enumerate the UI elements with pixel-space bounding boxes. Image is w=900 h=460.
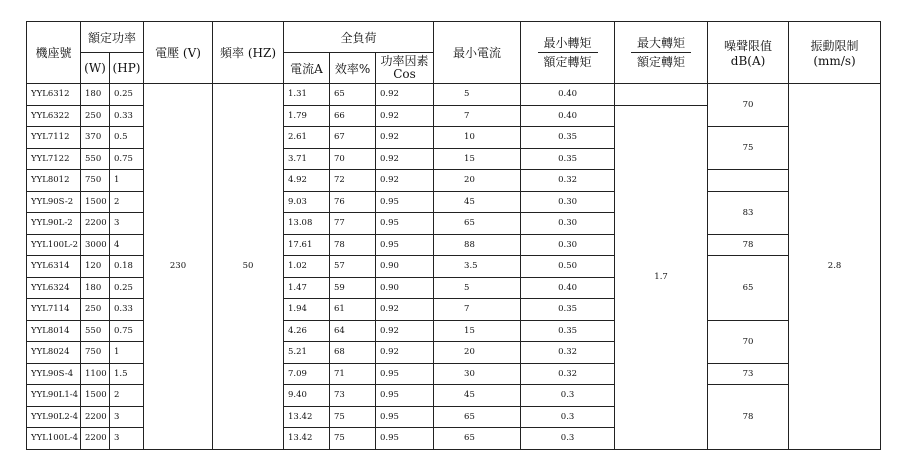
cell-min-current: 5 (434, 277, 521, 299)
cell-max-torque-merged: 1.7 (615, 105, 708, 449)
header-min-torque-bottom: 額定轉矩 (543, 54, 592, 69)
motor-spec-table (26, 21, 881, 450)
cell-power-hp: 1.5 (110, 363, 144, 385)
cell-power-w: 2200 (81, 406, 110, 428)
cell-power-hp: 2 (110, 191, 144, 213)
cell-efficiency: 64 (330, 320, 376, 342)
cell-power-w: 550 (81, 148, 110, 170)
cell-power-w: 750 (81, 170, 110, 192)
cell-power-w: 3000 (81, 234, 110, 256)
cell-min-current: 65 (434, 213, 521, 235)
cell-min-torque: 0.30 (521, 234, 615, 256)
cell-power-factor: 0.95 (376, 363, 434, 385)
cell-efficiency: 67 (330, 127, 376, 149)
cell-power-hp: 0.25 (110, 277, 144, 299)
cell-noise-merged: 78 (708, 234, 789, 256)
cell-current: 1.79 (284, 105, 330, 127)
cell-power-factor: 0.92 (376, 127, 434, 149)
header-noise-label: 噪聲限值 (724, 39, 773, 53)
cell-power-w: 370 (81, 127, 110, 149)
cell-model: YYL100L-2 (27, 234, 81, 256)
cell-min-torque: 0.3 (521, 385, 615, 407)
cell-min-torque: 0.40 (521, 84, 615, 106)
cell-current: 9.03 (284, 191, 330, 213)
header-max-torque-bottom: 額定轉矩 (637, 54, 686, 69)
header-min-torque-top: 最小轉矩 (538, 36, 598, 53)
cell-model: YYL90L-2 (27, 213, 81, 235)
cell-power-hp: 3 (110, 406, 144, 428)
cell-model: YYL6322 (27, 105, 81, 127)
header-vibration-label: 振動限制 (810, 39, 859, 53)
cell-power-hp: 0.75 (110, 320, 144, 342)
cell-current: 5.21 (284, 342, 330, 364)
cell-efficiency: 72 (330, 170, 376, 192)
cell-min-torque: 0.30 (521, 191, 615, 213)
cell-min-current: 88 (434, 234, 521, 256)
cell-min-current: 65 (434, 428, 521, 450)
header-efficiency: 效率% (330, 53, 376, 84)
cell-vibration-merged: 2.8 (789, 84, 881, 450)
header-full-load: 全負荷 (284, 22, 434, 53)
cell-model: YYL7114 (27, 299, 81, 321)
cell-power-factor: 0.92 (376, 170, 434, 192)
cell-current: 1.31 (284, 84, 330, 106)
cell-efficiency: 57 (330, 256, 376, 278)
cell-noise-merged: 70 (708, 320, 789, 363)
header-max-torque (615, 22, 708, 84)
cell-power-w: 180 (81, 84, 110, 106)
header-noise-unit: dB(A) (730, 54, 766, 68)
cell-current: 1.47 (284, 277, 330, 299)
cell-noise-merged: 83 (708, 191, 789, 234)
cell-power-factor: 0.90 (376, 277, 434, 299)
cell-efficiency: 75 (330, 428, 376, 450)
header-power-hp: (HP) (110, 53, 144, 84)
cell-model: YYL90S-4 (27, 363, 81, 385)
cell-min-torque: 0.32 (521, 342, 615, 364)
cell-efficiency: 76 (330, 191, 376, 213)
cell-power-factor: 0.95 (376, 213, 434, 235)
cell-min-torque: 0.35 (521, 320, 615, 342)
header-rated-power: 額定功率 (81, 22, 144, 53)
cell-min-torque: 0.35 (521, 148, 615, 170)
cell-power-hp: 0.33 (110, 105, 144, 127)
cell-efficiency: 75 (330, 406, 376, 428)
cell-efficiency: 68 (330, 342, 376, 364)
header-max-torque-top: 最大轉矩 (631, 36, 691, 53)
cell-model: YYL100L-4 (27, 428, 81, 450)
cell-power-factor: 0.92 (376, 320, 434, 342)
cell-model: YYL8014 (27, 320, 81, 342)
cell-power-factor: 0.92 (376, 84, 434, 106)
cell-efficiency: 65 (330, 84, 376, 106)
cell-model: YYL8024 (27, 342, 81, 364)
cell-power-hp: 3 (110, 428, 144, 450)
header-power-factor-cos: Cos (393, 67, 416, 81)
cell-min-current: 45 (434, 385, 521, 407)
cell-power-w: 2200 (81, 213, 110, 235)
cell-model: YYL90L2-4 (27, 406, 81, 428)
cell-min-current: 7 (434, 105, 521, 127)
cell-min-torque: 0.40 (521, 277, 615, 299)
cell-min-current: 5 (434, 84, 521, 106)
cell-current: 3.71 (284, 148, 330, 170)
cell-power-w: 1100 (81, 363, 110, 385)
cell-efficiency: 71 (330, 363, 376, 385)
cell-power-w: 120 (81, 256, 110, 278)
cell-model: YYL8012 (27, 170, 81, 192)
cell-min-torque: 0.32 (521, 363, 615, 385)
header-min-current: 最小電流 (434, 22, 521, 84)
cell-power-factor: 0.92 (376, 299, 434, 321)
cell-power-hp: 0.25 (110, 84, 144, 106)
cell-min-current: 20 (434, 342, 521, 364)
cell-min-current: 20 (434, 170, 521, 192)
header-power-factor (376, 53, 434, 84)
cell-current: 13.08 (284, 213, 330, 235)
cell-power-hp: 0.33 (110, 299, 144, 321)
cell-power-w: 750 (81, 342, 110, 364)
cell-current: 4.92 (284, 170, 330, 192)
cell-model: YYL6312 (27, 84, 81, 106)
cell-model: YYL6324 (27, 277, 81, 299)
cell-power-factor: 0.95 (376, 406, 434, 428)
cell-min-torque: 0.35 (521, 127, 615, 149)
header-voltage: 電壓 (V) (144, 22, 213, 84)
table-row (27, 84, 881, 106)
cell-min-torque: 0.40 (521, 105, 615, 127)
cell-power-hp: 4 (110, 234, 144, 256)
cell-power-w: 1500 (81, 385, 110, 407)
cell-min-torque: 0.32 (521, 170, 615, 192)
header-vibration-unit: (mm/s) (813, 54, 856, 68)
cell-power-factor: 0.95 (376, 191, 434, 213)
cell-efficiency: 77 (330, 213, 376, 235)
cell-current: 2.61 (284, 127, 330, 149)
header-current-a: 電流A (284, 53, 330, 84)
cell-max-torque-blank (615, 84, 708, 106)
cell-power-hp: 0.5 (110, 127, 144, 149)
cell-power-hp: 2 (110, 385, 144, 407)
cell-min-torque: 0.3 (521, 406, 615, 428)
cell-power-hp: 0.75 (110, 148, 144, 170)
cell-power-factor: 0.95 (376, 428, 434, 450)
cell-power-hp: 3 (110, 213, 144, 235)
cell-power-w: 1500 (81, 191, 110, 213)
cell-current: 13.42 (284, 406, 330, 428)
cell-efficiency: 66 (330, 105, 376, 127)
cell-current: 7.09 (284, 363, 330, 385)
header-frequency: 頻率 (HZ) (213, 22, 284, 84)
cell-noise-merged: 75 (708, 127, 789, 170)
header-vibration (789, 22, 881, 84)
cell-min-torque: 0.35 (521, 299, 615, 321)
header-min-torque (521, 22, 615, 84)
cell-power-factor: 0.95 (376, 234, 434, 256)
cell-min-current: 45 (434, 191, 521, 213)
cell-power-w: 250 (81, 105, 110, 127)
cell-current: 17.61 (284, 234, 330, 256)
cell-min-current: 3.5 (434, 256, 521, 278)
cell-efficiency: 73 (330, 385, 376, 407)
header-power-factor-label: 功率因素 (380, 54, 429, 68)
cell-min-current: 15 (434, 148, 521, 170)
cell-power-w: 550 (81, 320, 110, 342)
cell-current: 1.02 (284, 256, 330, 278)
cell-voltage-merged: 230 (144, 84, 213, 450)
header-noise (708, 22, 789, 84)
cell-model: YYL7122 (27, 148, 81, 170)
cell-noise-merged: 78 (708, 385, 789, 450)
cell-power-hp: 1 (110, 342, 144, 364)
cell-efficiency: 70 (330, 148, 376, 170)
cell-current: 4.26 (284, 320, 330, 342)
cell-power-hp: 0.18 (110, 256, 144, 278)
cell-current: 9.40 (284, 385, 330, 407)
cell-efficiency: 59 (330, 277, 376, 299)
cell-model: YYL90S-2 (27, 191, 81, 213)
cell-power-factor: 0.92 (376, 342, 434, 364)
table-body (27, 84, 881, 450)
cell-efficiency: 78 (330, 234, 376, 256)
cell-power-w: 2200 (81, 428, 110, 450)
cell-min-torque: 0.3 (521, 428, 615, 450)
cell-power-hp: 1 (110, 170, 144, 192)
cell-power-factor: 0.92 (376, 105, 434, 127)
cell-current: 13.42 (284, 428, 330, 450)
cell-min-current: 10 (434, 127, 521, 149)
header-model: 機座號 (27, 22, 81, 84)
header-power-w: (W) (81, 53, 110, 84)
cell-min-current: 7 (434, 299, 521, 321)
cell-min-current: 15 (434, 320, 521, 342)
cell-model: YYL90L1-4 (27, 385, 81, 407)
cell-min-torque: 0.50 (521, 256, 615, 278)
cell-noise-merged: 65 (708, 256, 789, 321)
cell-power-w: 180 (81, 277, 110, 299)
cell-power-factor: 0.90 (376, 256, 434, 278)
cell-power-factor: 0.95 (376, 385, 434, 407)
cell-current: 1.94 (284, 299, 330, 321)
cell-noise-merged: 73 (708, 363, 789, 385)
cell-frequency-merged: 50 (213, 84, 284, 450)
cell-min-torque: 0.30 (521, 213, 615, 235)
cell-noise-merged: 70 (708, 84, 789, 127)
cell-power-w: 250 (81, 299, 110, 321)
cell-efficiency: 61 (330, 299, 376, 321)
cell-power-factor: 0.92 (376, 148, 434, 170)
cell-model: YYL7112 (27, 127, 81, 149)
cell-min-current: 65 (434, 406, 521, 428)
cell-model: YYL6314 (27, 256, 81, 278)
cell-min-current: 30 (434, 363, 521, 385)
